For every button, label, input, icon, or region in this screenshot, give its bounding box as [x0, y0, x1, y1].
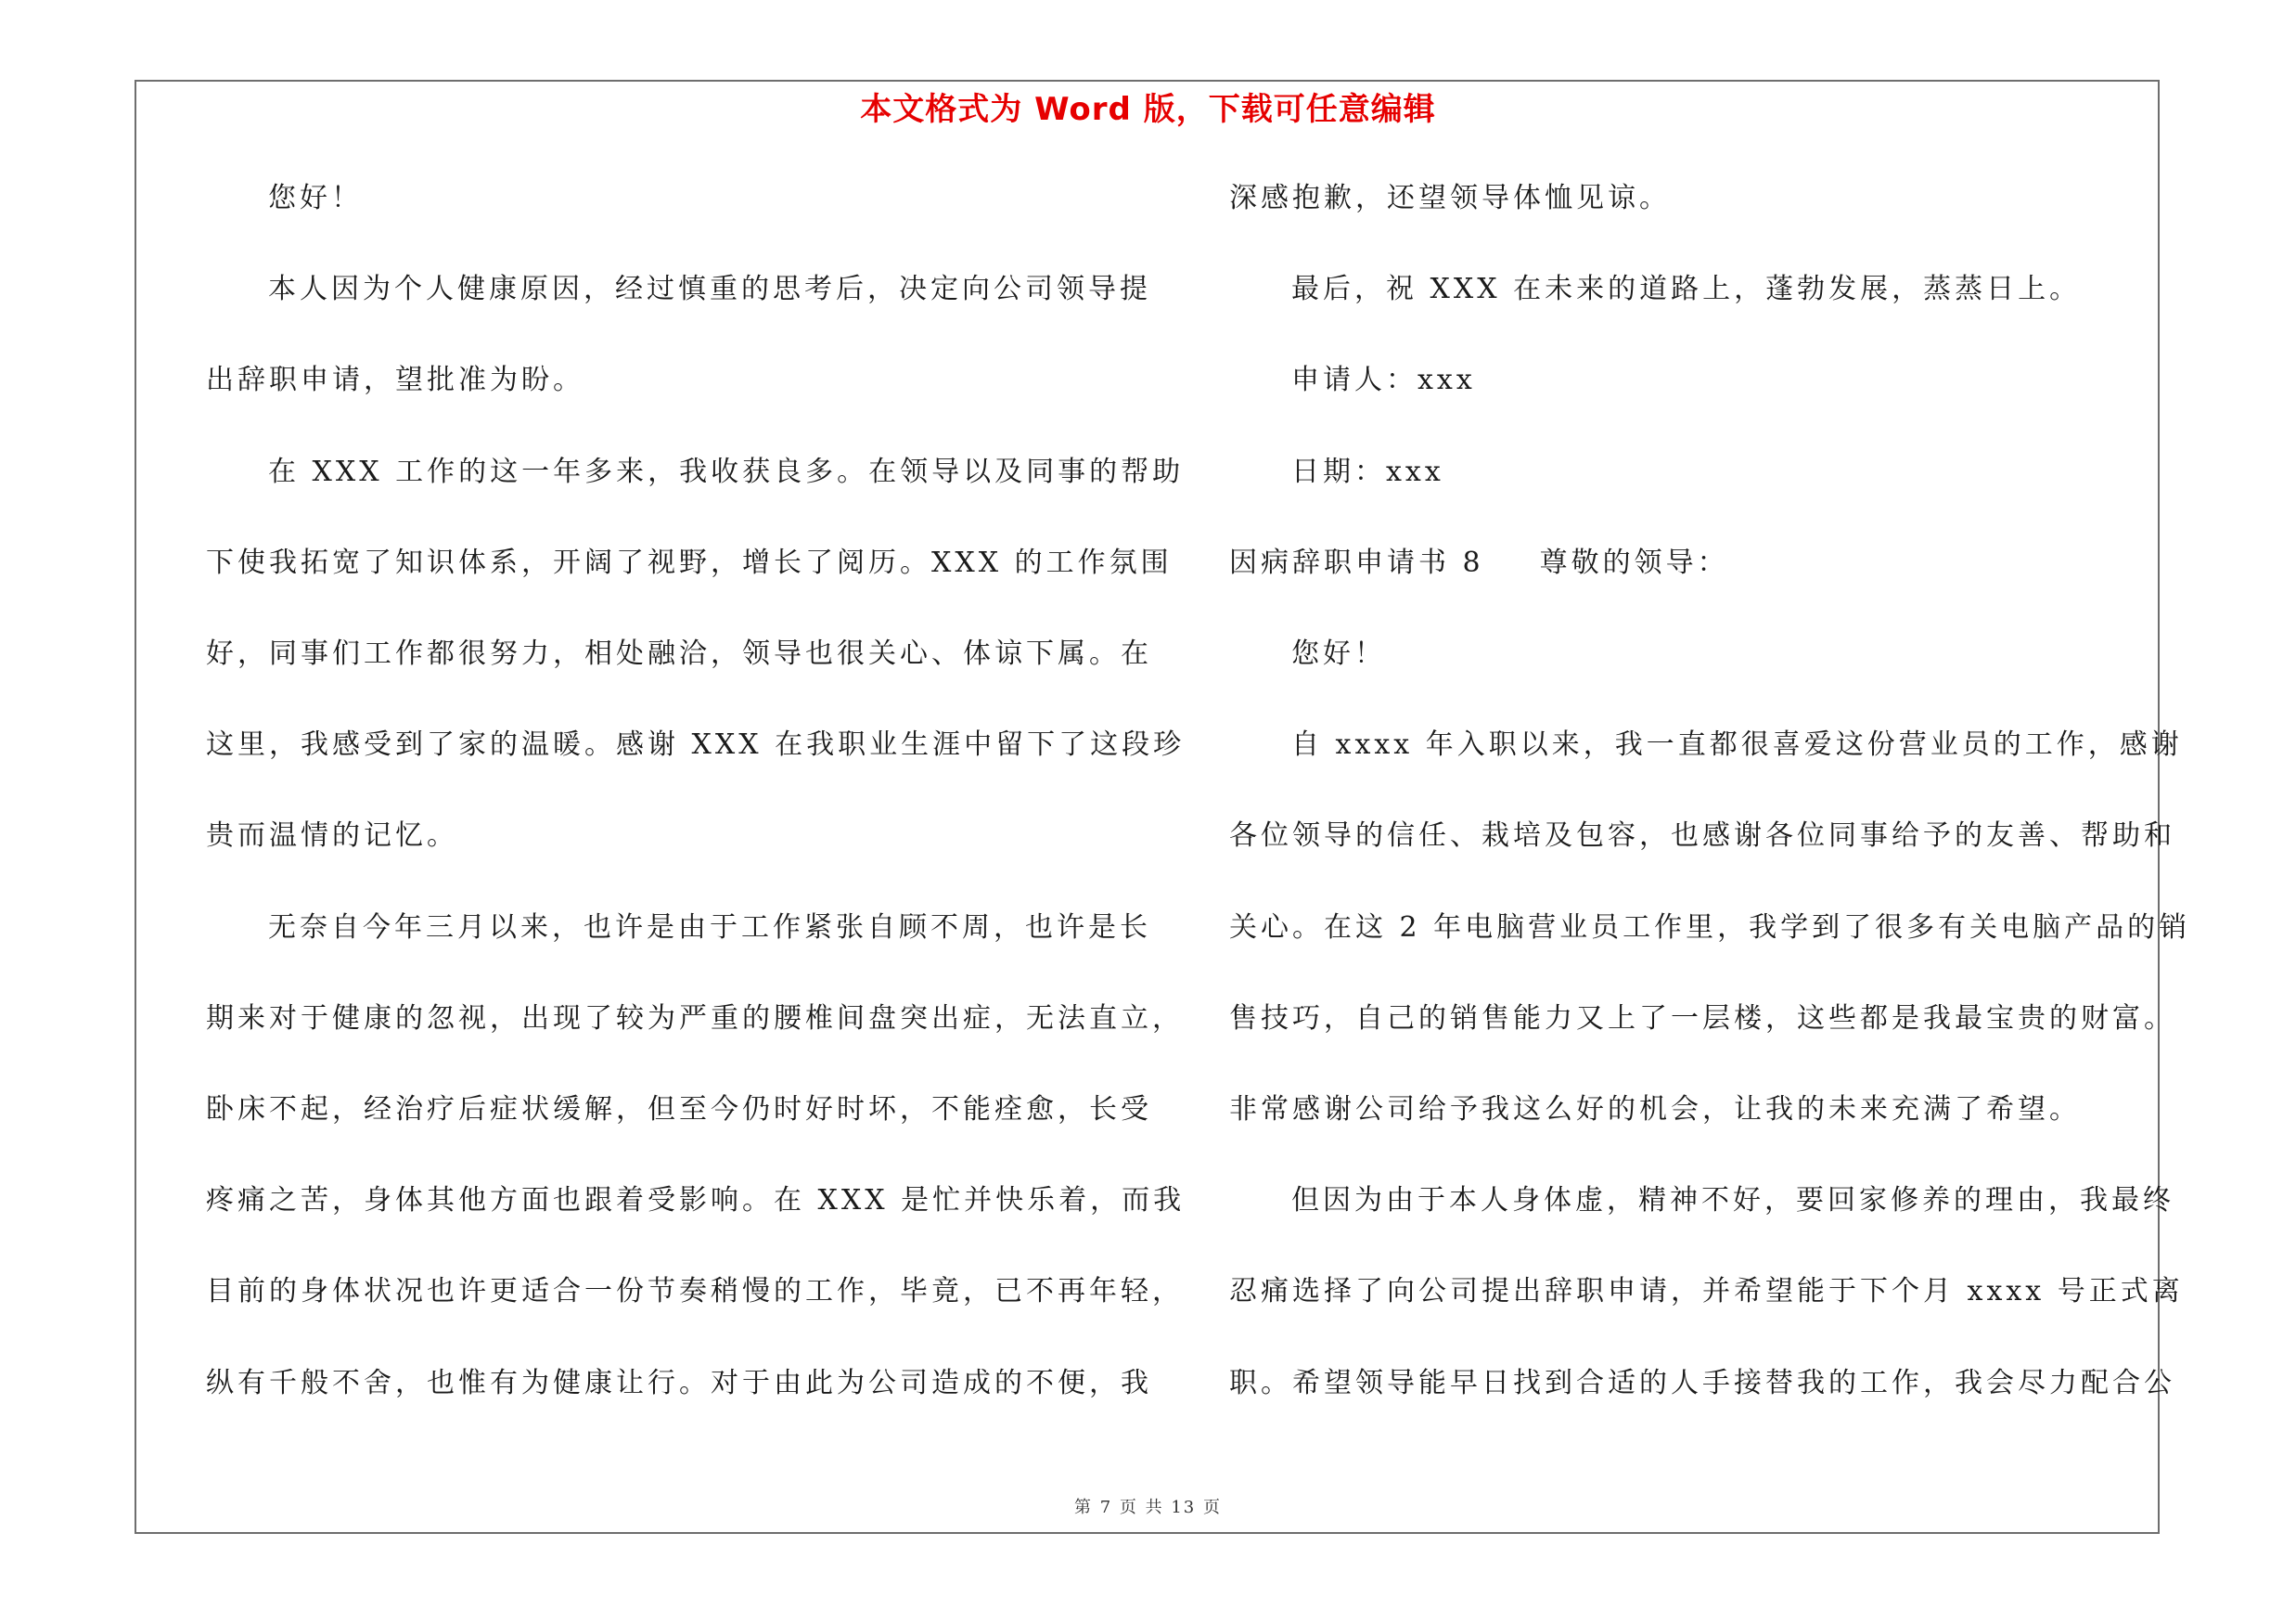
- text-line: [1229, 362, 1476, 399]
- text-line: [206, 1273, 1184, 1310]
- text-line-content: 非常感谢公司给予我这么好的机会，让我的未来充满了希望。: [1229, 1093, 2081, 1126]
- text-line-content: 好，同事们工作都很努力，相处融洽，领导也很关心、体谅下属。在: [206, 638, 1152, 670]
- text-line: [206, 1365, 1152, 1402]
- text-line: [1229, 271, 2081, 308]
- text-line-content: 这里，我感受到了家的温暖。感谢 XXX 在我职业生涯中留下了这段珍: [206, 728, 1186, 762]
- page-number-footer: 第 7 页 共 13 页: [1074, 1498, 1222, 1517]
- text-line: [206, 545, 1173, 582]
- text-line-content: 在 XXX 工作的这一年多来，我收获良多。在领导以及同事的帮助: [268, 455, 1185, 488]
- text-line: [206, 271, 1151, 308]
- text-line-content: 您好！: [268, 182, 363, 214]
- text-line: [1229, 909, 2190, 947]
- text-line-content: 自 xxxx 年入职以来，我一直都很喜爱这份营业员的工作，感谢: [1291, 728, 2183, 762]
- text-line-content: 但因为由于本人身体虚，精神不好，要回家修养的理由，我最终: [1291, 1184, 2174, 1217]
- text-line: [206, 636, 1152, 673]
- text-line-content: 下使我拓宽了知识体系，开阔了视野，增长了阅历。XXX 的工作氛围: [206, 546, 1173, 579]
- text-line: [206, 1000, 1184, 1037]
- text-line: [206, 818, 458, 855]
- text-line: [1229, 180, 1671, 217]
- text-line: [1229, 727, 2183, 764]
- text-line-content: 纵有千般不舍，也惟有为健康让行。对于由此为公司造成的不便，我: [206, 1366, 1152, 1399]
- text-line: [1229, 545, 1729, 582]
- format-banner: 本文格式为 Word 版，下载可任意编辑: [860, 91, 1436, 128]
- text-line-content: 各位领导的信任、栽培及包容，也感谢各位同事给予的友善、帮助和: [1229, 819, 2175, 853]
- text-line: [206, 1091, 1152, 1128]
- text-line: [206, 1182, 1185, 1219]
- text-line: [1229, 636, 1386, 673]
- text-line: [206, 454, 1184, 491]
- text-line: [1229, 818, 2175, 855]
- text-line-content: 职。希望领导能早日找到合适的人手接替我的工作，我会尽力配合公: [1229, 1366, 2175, 1399]
- text-line-content: 关心。在这 2 年电脑营业员工作里，我学到了很多有关电脑产品的销: [1229, 910, 2191, 944]
- text-line-content: 本人因为个人健康原因，经过慎重的思考后，决定向公司领导提: [268, 273, 1151, 306]
- text-line: [1229, 1091, 2081, 1128]
- text-line: [206, 180, 363, 217]
- text-line-content: 您好！: [1291, 638, 1386, 670]
- text-line-content: 深感抱歉，还望领导体恤见谅。: [1229, 182, 1671, 214]
- text-line: [1229, 1000, 2175, 1037]
- text-line-content: 目前的身体状况也许更适合一份节奏稍慢的工作，毕竟，已不再年轻，: [206, 1275, 1184, 1308]
- text-line-content: 日期：xxx: [1291, 455, 1444, 488]
- text-line-content: 最后，祝 XXX 在未来的道路上，蓬勃发展，蒸蒸日上。: [1291, 273, 2082, 306]
- text-line: [206, 727, 1185, 764]
- text-line-content: 无奈自今年三月以来，也许是由于工作紧张自顾不周，也许是长: [268, 910, 1151, 944]
- text-line-content: 申请人：xxx: [1291, 364, 1476, 397]
- text-line-content: 忍痛选择了向公司提出辞职申请，并希望能于下个月 xxxx 号正式离: [1229, 1275, 2184, 1308]
- text-line: [206, 909, 1151, 947]
- text-line-content: 贵而温情的记忆。: [206, 819, 458, 853]
- text-line: [1229, 454, 1444, 491]
- text-line-content: 疼痛之苦，身体其他方面也跟着受影响。在 XXX 是忙并快乐着，而我: [206, 1184, 1186, 1217]
- text-line-content: 期来对于健康的忽视，出现了较为严重的腰椎间盘突出症，无法直立，: [206, 1001, 1184, 1035]
- text-line-content: 卧床不起，经治疗后症状缓解，但至今仍时好时坏，不能痊愈，长受: [206, 1093, 1152, 1126]
- text-line: [206, 362, 584, 399]
- text-line: [1229, 1182, 2174, 1219]
- text-line: [1229, 1273, 2184, 1310]
- salutation-text: 尊敬的领导：: [1539, 546, 1729, 579]
- text-line-content: 因病辞职申请书 8: [1229, 546, 1484, 579]
- text-line-content: 出辞职申请，望批准为盼。: [206, 364, 584, 397]
- text-line-content: 售技巧，自己的销售能力又上了一层楼，这些都是我最宝贵的财富。: [1229, 1001, 2175, 1035]
- text-line: [1229, 1365, 2175, 1402]
